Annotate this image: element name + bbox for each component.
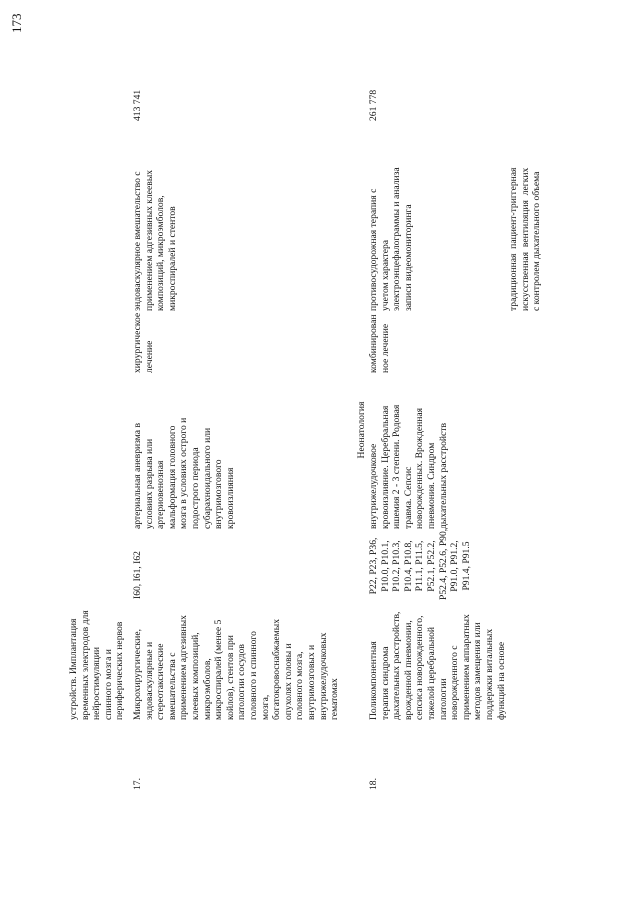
page-number: 173 (9, 13, 24, 33)
row17-model-cell: артериальная аневризма в условиях разрыва или артериовенозная мальформация головного мозга в условиях острого и подострого периода субарахноидального или внутримозгового кровоизлияния (132, 417, 236, 529)
row17-treatment-cell: хирургическое лечение (132, 312, 155, 373)
row18-description-cell: противосудорожная терапия с учетом характера электроэнцефалограммы и анализа записи видеомониторинга (368, 167, 414, 311)
row18-model-cell: внутрижелудочковое кровоизлияние. Церебральная ишемия 2 - 3 степени. Родовая травма. Сепсис новорожденных. Врожденная пневмония. Синдром дыхательных расстройств (368, 404, 449, 529)
row17-method-cell: Микрохирургические, эндоваскулярные и стереотаксические вмешательства с применением адгезивных клеевых композиций, микроэмболов, микроспиралей (менее 5 койлов), стентов при патологии сосудов головного и спинного мозга, богатокровоснабжаемых опухолях головы и головного мозга, внутримозговых и внутрижелудочковых гематомах (132, 615, 341, 720)
row17-cost-cell: 413 741 (132, 89, 143, 121)
section-heading-neonatology: Неонатология (356, 401, 367, 459)
row18-method-cell: Поликомпонентная терапия синдрома дыхательных расстройств, врожденной пневмонии, сепсиса новорожденного, тяжелой церебральной патологии новорожденного с применением аппаратных методов замещения или поддержки витальных функций на основе (368, 611, 507, 720)
row18-description2-cell: традиционная пациент-триггерная искусственная вентиляция легких с контролем дыхательного объема (508, 167, 543, 311)
prev-row-method-cell: устройств. Имплантация временных электродов для нейростимуляции спинного мозга и периферических нервов (68, 610, 126, 720)
row17-description-cell: эндоваскулярное вмешательство с применением адгезивных клеевых композиций, микроэмболов, микроспиралей и стентов (132, 169, 178, 311)
row17-codes-cell: I60, I61, I62 (132, 551, 143, 599)
row18-treatment-cell: комбинирован ное лечение (368, 314, 391, 373)
row18-number: 18. (368, 778, 379, 790)
row17-number: 17. (132, 778, 143, 790)
row18-cost-cell: 261 778 (368, 89, 379, 121)
row18-codes-cell: P22, P23, P36, P10.0, P10.1, P10.2, P10.3, P10.4, P10.8, P11.1, P11.5, P52.1, P52.2, P52.4, P52.6, P90, P91.0, P91.2, P91.4, P91.5 (368, 528, 472, 600)
